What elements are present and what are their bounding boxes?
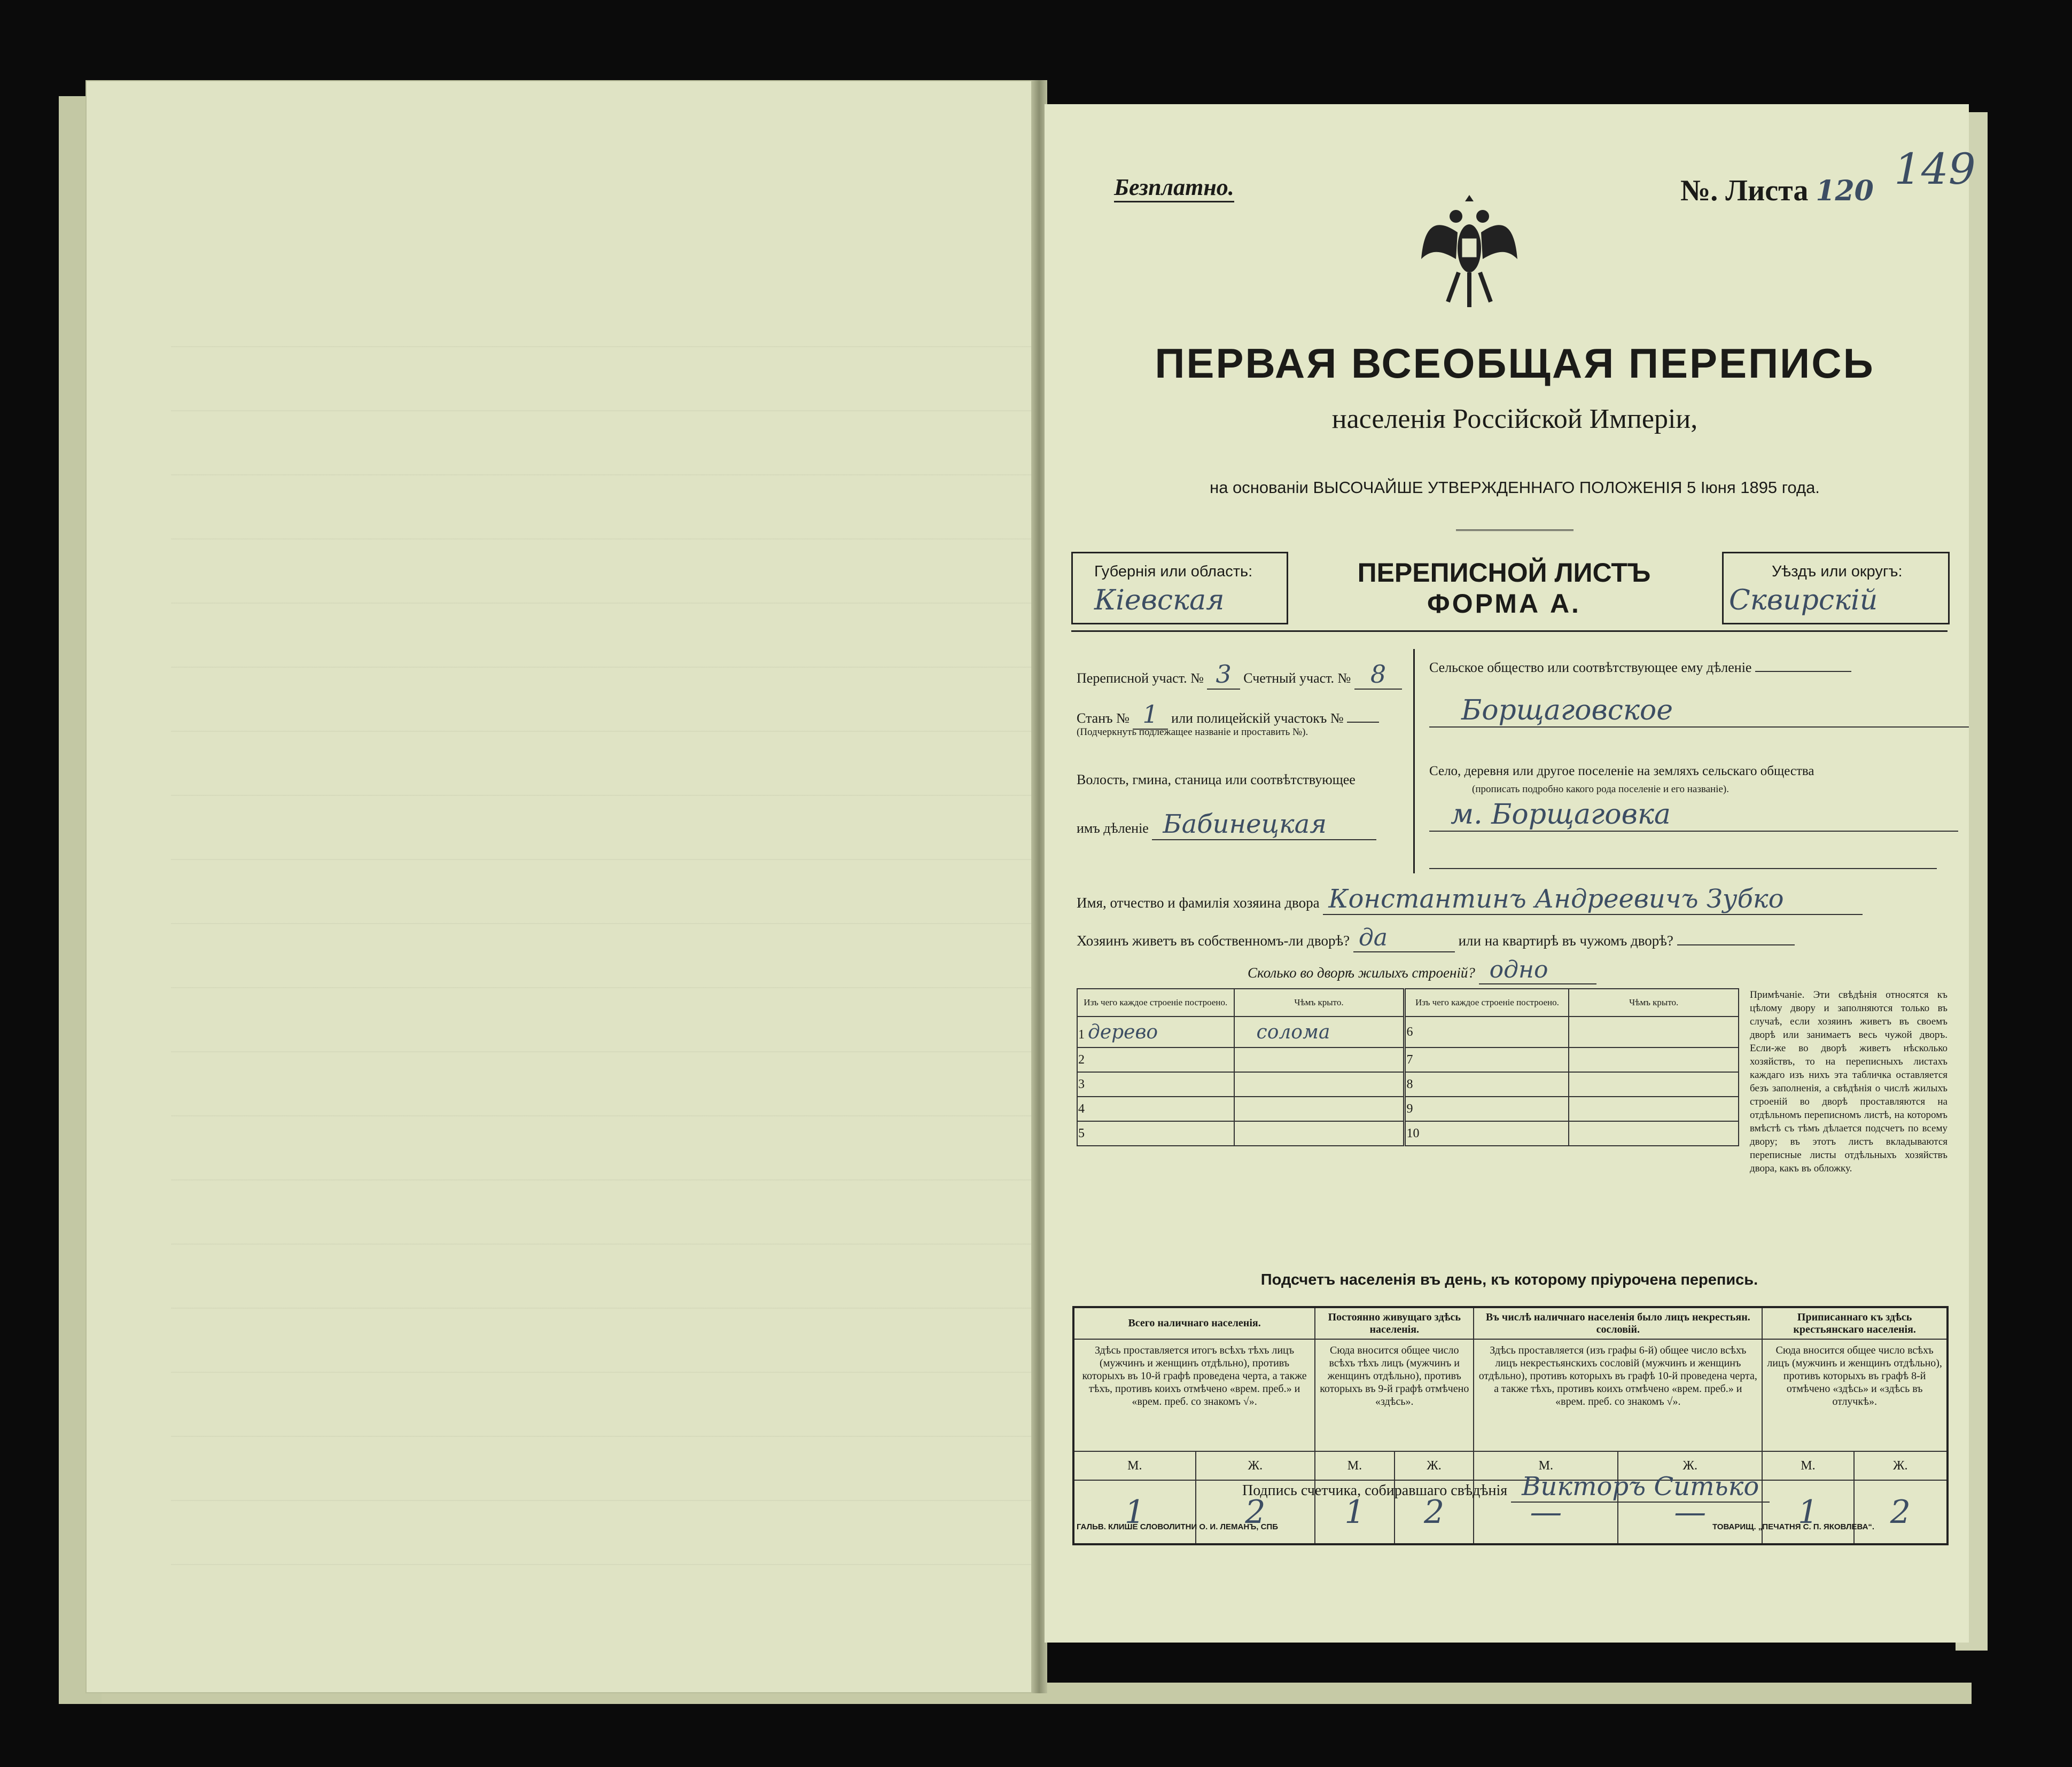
sheet-label: №. Листа <box>1680 174 1809 207</box>
count-col-desc: Здѣсь проставляется (изъ графы 6-й) общее число всѣхъ лицъ некрестьянскихъ сословій (мужчинъ и женщинъ отдѣльно), противъ которыхъ въ графѣ 10-й проведена черта, а также тѣхъ, противъ коихъ отмѣчено «врем. преб.» и «врем. преб. со знакомъ √». <box>1474 1339 1762 1451</box>
village-note: (прописать подробно какого рода поселеніе и его названіе). <box>1472 784 1729 795</box>
permanent-male-value: 1 <box>1315 1480 1395 1544</box>
female-header: Ж. <box>1618 1451 1762 1480</box>
uezd-value: Сквирскій <box>1729 584 1878 616</box>
male-header: М. <box>1762 1451 1853 1480</box>
male-header: М. <box>1073 1451 1196 1480</box>
census-sheet-title: ПЕРЕПИСНОЙ ЛИСТЪ <box>1357 558 1651 588</box>
roof-cell <box>1569 1072 1739 1097</box>
village-extra-line <box>1429 868 1937 869</box>
male-header: М. <box>1474 1451 1618 1480</box>
counting-district-label: Счетный участ. № <box>1243 670 1351 686</box>
material-header-2: Изъ чего каждое строеніе построено. <box>1405 989 1569 1017</box>
row-number: 6 <box>1406 1025 1413 1039</box>
gubernia-box <box>1071 552 1288 624</box>
uezd-box <box>1722 552 1950 624</box>
form-type-heading <box>1296 557 1712 619</box>
total-female-value: 2 <box>1196 1480 1315 1544</box>
table-row <box>1077 1121 1234 1146</box>
table-row <box>1077 1047 1234 1072</box>
table-row <box>1405 1121 1569 1146</box>
society-value: Борщаговское <box>1429 694 1969 728</box>
field-divider <box>1413 649 1415 873</box>
population-count-table <box>1072 1306 1949 1545</box>
non-peasant-female-value: — <box>1618 1480 1762 1544</box>
female-header: Ж. <box>1395 1451 1474 1480</box>
count-col-title: Приписаннаго къ здѣсь крестьянскаго населенія. <box>1762 1307 1948 1339</box>
roof-header-2: Чѣмъ крыто. <box>1569 989 1739 1017</box>
signature-row <box>1242 1472 1937 1502</box>
roof-cell <box>1569 1047 1739 1072</box>
permanent-female-value: 2 <box>1395 1480 1474 1544</box>
underline-note: (Подчеркнуть подлежащее названіе и проставить №). <box>1077 726 1308 738</box>
roof-cell <box>1569 1097 1739 1121</box>
society-label-line <box>1755 671 1851 672</box>
counting-district-value: 8 <box>1354 660 1402 690</box>
row-number: 9 <box>1406 1101 1413 1116</box>
row-number: 10 <box>1406 1126 1420 1140</box>
left-page-blank <box>85 80 1042 1693</box>
non-peasant-male-value: — <box>1474 1480 1618 1544</box>
form-header-rule <box>1071 630 1948 632</box>
society-label: Сельское общество или соотвѣтствующее ему дѣленіе <box>1429 660 1752 675</box>
row-number: 1 <box>1078 1027 1085 1042</box>
roof-header: Чѣмъ крыто. <box>1234 989 1405 1017</box>
stan-value: 1 <box>1133 700 1167 730</box>
roof-cell <box>1569 1017 1739 1047</box>
material-value: дерево <box>1088 1021 1158 1043</box>
roof-cell <box>1234 1047 1405 1072</box>
row-number: 8 <box>1406 1077 1413 1091</box>
table-row <box>1077 1017 1234 1047</box>
table-row <box>1405 1072 1569 1097</box>
village-value: м. Борщаговка <box>1429 799 1958 832</box>
row-number: 5 <box>1078 1126 1085 1140</box>
table-row <box>1405 1047 1569 1072</box>
count-col-title: Въ числѣ наличнаго населенія было лицъ некрестьян. сословій. <box>1474 1307 1762 1339</box>
count-col-title: Всего наличнаго населенія. <box>1073 1307 1315 1339</box>
table-row <box>1077 1097 1234 1121</box>
buildings-label: Сколько во дворѣ жилыхъ строеній? <box>1248 965 1475 981</box>
total-male-value: 1 <box>1073 1480 1196 1544</box>
female-header: Ж. <box>1854 1451 1948 1480</box>
row-number: 4 <box>1078 1101 1085 1116</box>
count-col-desc: Сюда вносится общее число всѣхъ лицъ (мужчинъ и женщинъ отдѣльно), противъ которыхъ въ графѣ 8-й отмѣчено «здѣсь» и «здѣсь въ отлучкѣ». <box>1762 1339 1948 1451</box>
sheet-number-value: 120 <box>1816 175 1874 207</box>
census-district-value: 3 <box>1207 660 1240 690</box>
own-yard-value: да <box>1353 924 1455 952</box>
roof-cell <box>1234 1097 1405 1121</box>
own-yard-label: Хозяинъ живетъ въ собственномъ-ли дворѣ? <box>1077 933 1350 949</box>
form-subtitle: населенія Россійской Имперіи, <box>1331 404 1698 434</box>
footer-printer-left: ГАЛЬВ. КЛИШЕ СЛОВОЛИТНИ О. И. ЛЕМАНЪ, СПБ <box>1077 1522 1278 1531</box>
double-headed-eagle-icon <box>1419 184 1520 312</box>
roof-cell <box>1234 1017 1405 1047</box>
village-label: Село, деревня или другое поселеніе на земляхъ сельскаго общества <box>1429 764 1814 778</box>
stan-label: Станъ № <box>1077 710 1130 726</box>
roof-cell <box>1569 1121 1739 1146</box>
registered-female-value: 2 <box>1854 1480 1948 1544</box>
owner-name-label: Имя, отчество и фамилія хозяина двора <box>1077 895 1320 911</box>
count-col-desc: Здѣсь проставляется итогъ всѣхъ тѣхъ лицъ (мужчинъ и женщинъ отдѣльно), противъ которыхъ въ 10-й графѣ проведена черта, а также тѣхъ, противъ коихъ отмѣчено «врем. преб.» и «врем. преб. со знакомъ √». <box>1073 1339 1315 1451</box>
roof-value: солома <box>1256 1021 1330 1043</box>
volost-label: Волость, гмина, станица или соотвѣтствующее <box>1077 772 1356 787</box>
census-district-label: Переписной участ. № <box>1077 670 1204 686</box>
ornament-divider <box>1456 529 1574 531</box>
roof-cell <box>1234 1121 1405 1146</box>
form-a-title: ФОРМА А. <box>1427 589 1581 619</box>
owner-name-value: Константинъ Андреевичъ Зубко <box>1323 884 1863 915</box>
free-label: Безплатно. <box>1114 174 1234 202</box>
buildings-note: Примѣчаніе. Эти свѣдѣнія относятся къ цѣлому двору и заполняются только въ случаѣ, если хозяинъ живетъ въ своемъ дворѣ или занимаетъ весь чужой дворъ. Если-же во дворѣ живетъ нѣсколько хозяйствъ, то на переписныхъ листахъ каждаго изъ нихъ эта табличка оставляется безъ заполненія, а свѣдѣнія о числѣ жилыхъ строеній во дворѣ проставляются на отдѣльномъ переписномъ листѣ, на которомъ вмѣстѣ съ тѣмъ дѣлается подсчетъ по всему двору; въ этотъ листъ вкладываются переписные листы отдѣльныхъ хозяйствъ двора, какъ въ обложку. <box>1750 989 1948 1174</box>
buildings-table <box>1077 988 1739 1146</box>
male-header: М. <box>1315 1451 1395 1480</box>
volost-label-2: имъ дѣленіе <box>1077 820 1149 836</box>
buildings-value: одно <box>1479 956 1596 984</box>
row-number: 3 <box>1078 1077 1085 1091</box>
sheet-number-label <box>1680 174 1874 208</box>
form-title: ПЕРВАЯ ВСЕОБЩАЯ ПЕРЕПИСЬ <box>1155 340 1875 387</box>
rent-label: или на квартирѣ въ чужомъ дворѣ? <box>1458 933 1673 949</box>
table-row <box>1405 1097 1569 1121</box>
gubernia-label: Губернія или область: <box>1094 563 1253 580</box>
female-header: Ж. <box>1196 1451 1315 1480</box>
police-district-label: или полицейскій участокъ № <box>1171 710 1344 726</box>
decree-line: на основаніи ВЫСОЧАЙШЕ УТВЕРЖДЕННАГО ПОЛОЖЕНІЯ 5 Іюня 1895 года. <box>1210 478 1820 497</box>
count-col-title: Постоянно живущаго здѣсь населенія. <box>1315 1307 1474 1339</box>
registered-male-value: 1 <box>1762 1480 1853 1544</box>
police-district-value <box>1347 722 1379 723</box>
material-header: Изъ чего каждое строеніе построено. <box>1077 989 1234 1017</box>
rent-value <box>1677 944 1795 945</box>
table-row <box>1077 1072 1234 1097</box>
row-number: 2 <box>1078 1052 1085 1067</box>
footer-printer-right: ТОВАРИЩ. „ПЕЧАТНЯ С. П. ЯКОВЛЕВА“. <box>1712 1522 1875 1531</box>
count-col-desc: Сюда вносится общее число всѣхъ тѣхъ лицъ (мужчинъ и женщинъ отдѣльно), противъ которыхъ въ 9-й графѣ отмѣчено «здѣсь». <box>1315 1339 1474 1451</box>
signature-label: Подпись счетчика, собиравшаго свѣдѣнія <box>1242 1482 1508 1499</box>
bleed-through-lines <box>171 283 1037 1619</box>
uezd-label: Уѣздъ или округъ: <box>1772 563 1903 580</box>
row-number: 7 <box>1406 1052 1413 1067</box>
gubernia-value: Кіевская <box>1094 584 1225 616</box>
signature-value: Викторъ Ситько <box>1511 1472 1770 1503</box>
volost-value: Бабинецкая <box>1152 809 1376 840</box>
count-heading: Подсчетъ населенія въ день, къ которому пріурочена перепись. <box>1260 1271 1758 1288</box>
roof-cell <box>1234 1072 1405 1097</box>
census-form-page <box>1045 104 1976 1643</box>
page-number-handwritten: 149 <box>1894 144 1976 194</box>
table-row <box>1405 1017 1569 1047</box>
